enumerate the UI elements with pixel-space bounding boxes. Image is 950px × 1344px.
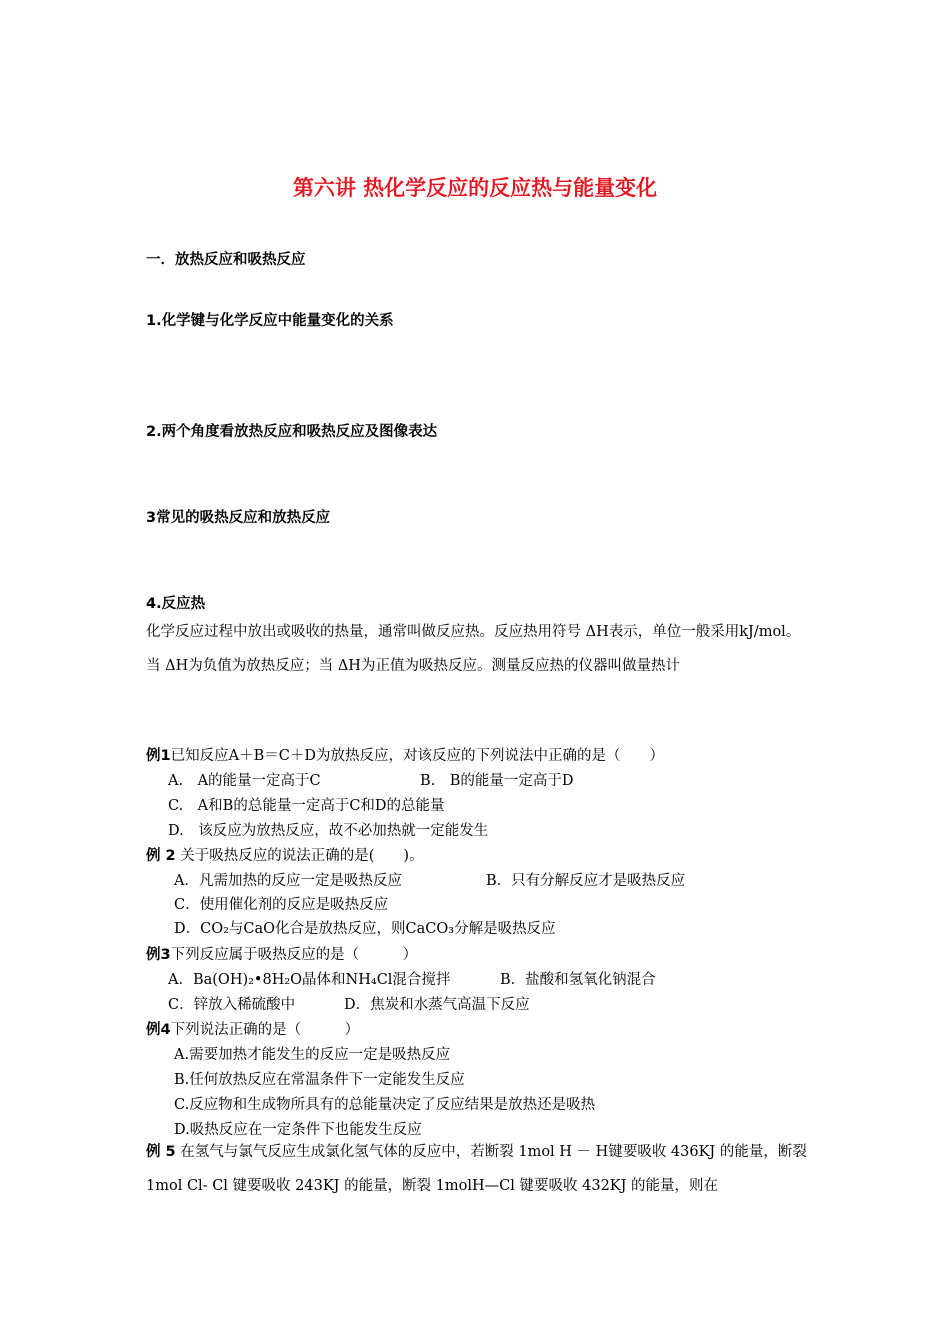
section-heading: 2.两个角度看放热反应和吸热反应及图像表达: [146, 424, 438, 440]
example-label: 例1: [146, 748, 171, 764]
option: B.任何放热反应在常温条件下一定能发生反应: [174, 1072, 465, 1088]
section-heading: 4.反应热: [146, 596, 206, 612]
option: A.需要加热才能发生的反应一定是吸热反应: [174, 1047, 451, 1063]
example-3-stem: [146, 943, 417, 964]
option: D．CO₂与CaO化合是放热反应，则CaCO₃分解是吸热反应: [174, 921, 556, 937]
page-title: 第六讲 热化学反应的反应热与能量变化: [292, 176, 658, 200]
option: B. B的能量一定高于D: [420, 773, 574, 789]
example-stem-text: 下列说法正确的是（ ）: [170, 1022, 360, 1038]
example-label: 例4: [146, 1022, 171, 1038]
option: B．只有分解反应才是吸热反应: [486, 873, 686, 889]
example-1-stem: [146, 744, 664, 765]
option: D. 该反应为放热反应，故不必加热就一定能发生: [168, 823, 489, 839]
example-4-stem: [146, 1018, 359, 1039]
option: B．盐酸和氢氧化钠混合: [500, 972, 656, 988]
option: C. A和B的总能量一定高于C和D的总能量: [168, 798, 445, 814]
option: C.反应物和生成物所具有的总能量决定了反应结果是放热还是吸热: [174, 1097, 596, 1113]
option: A．Ba(OH)₂•8H₂O晶体和NH₄Cl混合搅拌: [168, 972, 451, 988]
option: C．锌放入稀硫酸中: [168, 997, 296, 1013]
example-stem-text: 已知反应A＋B＝C＋D为放热反应，对该反应的下列说法中正确的是（ ）: [170, 748, 664, 764]
example-2-stem: [146, 844, 424, 865]
example-text: 在氢气与氯气反应生成氯化氢气体的反应中，若断裂 1mol H － H键要吸收 436KJ 的能量，断裂 1mol Cl- Cl 键要吸收 243KJ 的能量，断裂 1molH—Cl 键要吸收 432KJ 的能量，则在: [146, 1144, 807, 1194]
section-heading: 一．放热反应和吸热反应: [146, 252, 306, 268]
option: A．凡需加热的反应一定是吸热反应: [174, 873, 402, 889]
example-5-paragraph: [146, 1135, 810, 1203]
option: D.吸热反应在一定条件下也能发生反应: [174, 1122, 422, 1138]
option: D．焦炭和水蒸气高温下反应: [344, 997, 530, 1013]
example-label: 例3: [146, 947, 171, 963]
example-label: 例 2: [146, 848, 176, 864]
option: C．使用催化剂的反应是吸热反应: [174, 897, 389, 913]
option: A. A的能量一定高于C: [168, 773, 321, 789]
example-stem-text: 关于吸热反应的说法正确的是( )。: [180, 848, 424, 864]
section-heading: 3常见的吸热反应和放热反应: [146, 510, 331, 526]
example-label: 例 5: [146, 1144, 176, 1160]
section-heading: 1.化学键与化学反应中能量变化的关系: [146, 313, 394, 329]
definition-paragraph: 化学反应过程中放出或吸收的热量，通常叫做反应热。反应热用符号 ΔH表示，单位一般采用kJ/mol。当 ΔH为负值为放热反应；当 ΔH为正值为吸热反应。测量反应热的仪器叫做量热计: [146, 624, 801, 674]
example-stem-text: 下列反应属于吸热反应的是（ ）: [170, 947, 418, 963]
